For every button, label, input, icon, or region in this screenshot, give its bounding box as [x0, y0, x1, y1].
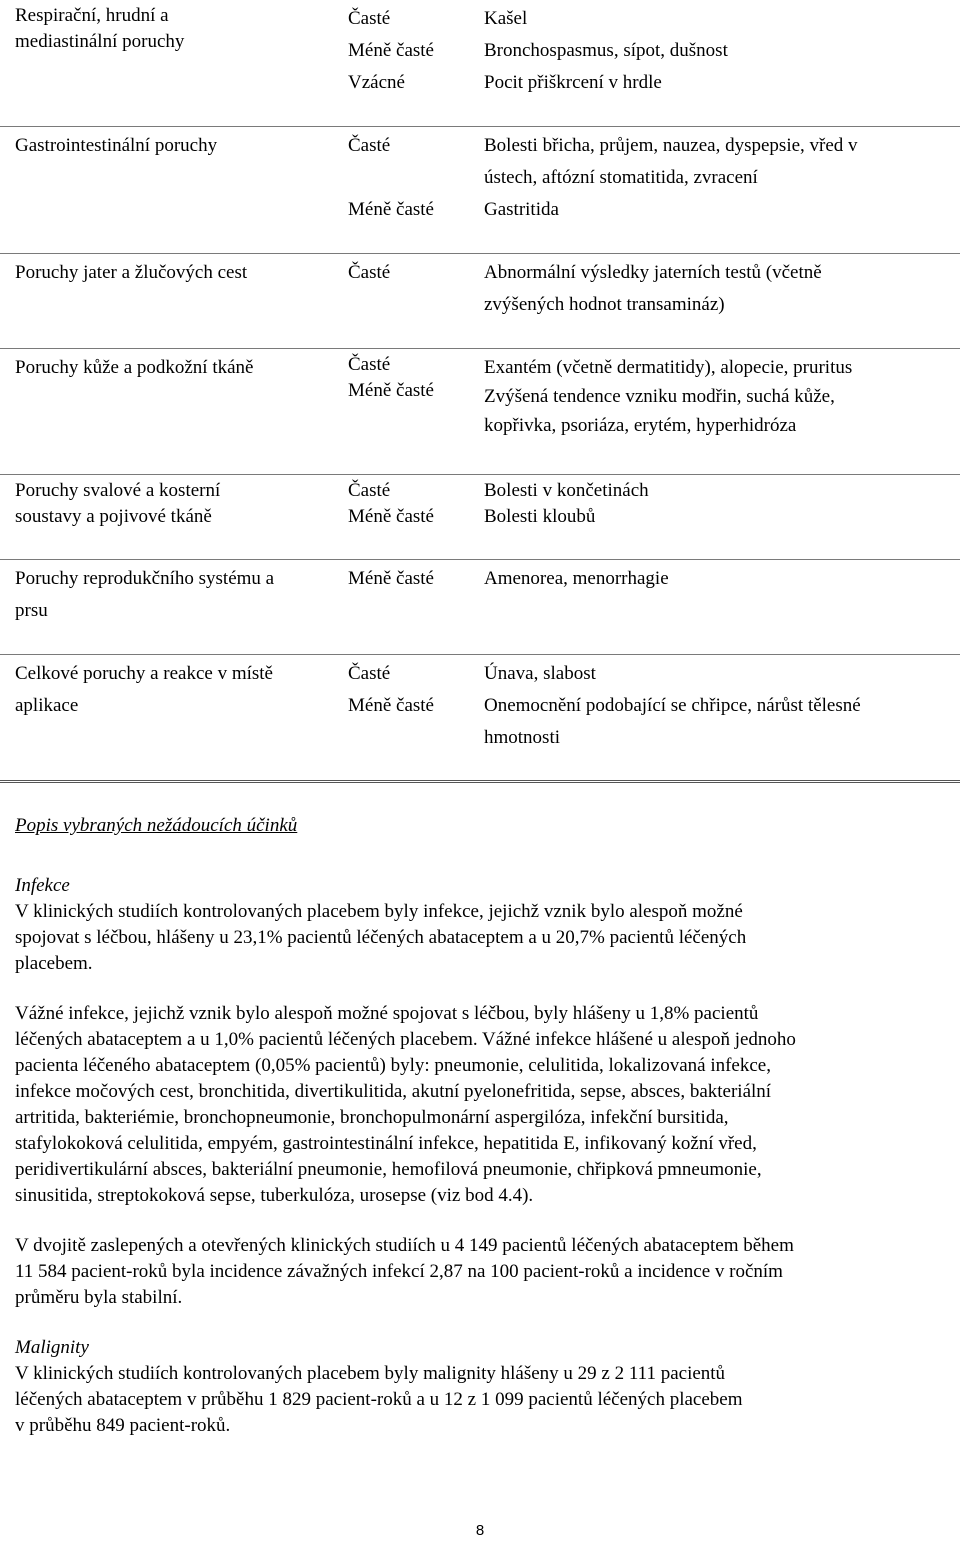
organ-class-cell: [0, 655, 348, 780]
malignity-subheading: Malignity: [15, 1337, 89, 1358]
organ-class-line: prsu: [15, 600, 48, 621]
organ-class-line: Respirační, hrudní a: [15, 5, 169, 26]
frequency-line: Časté: [348, 480, 391, 501]
paragraph-line: Vážné infekce, jejichž vznik bylo alespoň možné spojovat s léčbou, byly hlášeny u 1,8% pacientů: [15, 1003, 759, 1024]
adverse-effect-line: ústech, aftózní stomatitida, zvracení: [484, 167, 758, 188]
adverse-effect-cell: [484, 0, 960, 126]
frequency-cell: [348, 655, 484, 780]
table-row: [0, 254, 960, 349]
organ-class-cell: [0, 349, 348, 474]
frequency-cell: [348, 349, 484, 474]
malignity-paragraph: [15, 1361, 915, 1439]
paragraph-line: stafylokoková celulitida, empyém, gastrointestinální infekce, hepatitida E, infikovaný kožní vřed,: [15, 1133, 757, 1154]
frequency-cell: [348, 560, 484, 654]
adverse-effects-description: [15, 813, 915, 1439]
paragraph-line: 11 584 pacient-roků byla incidence závažných infekcí 2,87 na 100 pacient-roků a incidence v ročním: [15, 1261, 783, 1282]
section-heading: Popis vybraných nežádoucích účinků: [15, 815, 298, 836]
adverse-effect-cell: [484, 560, 960, 654]
adverse-effect-line: hmotnosti: [484, 727, 561, 748]
frequency-line: Méně časté: [348, 199, 434, 220]
organ-class-line: Poruchy reprodukčního systému a: [15, 568, 275, 589]
organ-class-line: Celkové poruchy a reakce v místě: [15, 663, 273, 684]
paragraph-line: artritida, bakteriémie, bronchopneumonie, bronchopulmonární aspergilóza, infekční bursitida,: [15, 1107, 729, 1128]
adverse-effect-cell: [484, 254, 960, 348]
frequency-cell: [348, 475, 484, 559]
adverse-effect-line: Exantém (včetně dermatitidy), alopecie, pruritus: [484, 357, 853, 378]
organ-class-line: soustavy a pojivové tkáně: [15, 506, 212, 527]
frequency-cell: [348, 254, 484, 348]
paragraph-line: spojovat s léčbou, hlášeny u 23,1% pacientů léčených abataceptem a u 20,7% pacientů léčených: [15, 927, 747, 948]
paragraph-line: V klinických studiích kontrolovaných placebem byly infekce, jejichž vznik bylo alespoň možné: [15, 901, 743, 922]
frequency-line: Méně časté: [348, 40, 434, 61]
frequency-line: Časté: [348, 354, 391, 375]
adverse-effect-line: Bolesti kloubů: [484, 506, 596, 527]
frequency-line: Časté: [348, 135, 391, 156]
organ-class-line: aplikace: [15, 695, 79, 716]
adverse-effect-line: Onemocnění podobající se chřipce, nárůst tělesné: [484, 695, 861, 716]
adverse-effect-line: Kašel: [484, 8, 528, 29]
adverse-effect-line: Gastritida: [484, 199, 559, 220]
frequency-line: Méně časté: [348, 380, 434, 401]
organ-class-line: Poruchy jater a žlučových cest: [15, 262, 248, 283]
adverse-effect-line: kopřivka, psoriáza, erytém, hyperhidróza: [484, 415, 797, 436]
frequency-line: Vzácné: [348, 72, 405, 93]
adverse-effect-cell: [484, 655, 960, 780]
paragraph-line: infekce močových cest, bronchitida, divertikulitida, akutní pyelonefritida, sepse, absces, bakteriální: [15, 1081, 772, 1102]
paragraph-line: V dvojitě zaslepených a otevřených klinických studiích u 4 149 pacientů léčených abataceptem během: [15, 1235, 794, 1256]
page-number: 8: [475, 1522, 485, 1539]
frequency-cell: [348, 0, 484, 126]
organ-class-cell: [0, 254, 348, 348]
adverse-effect-cell: [484, 349, 960, 474]
paragraph-line: sinusitida, streptokoková sepse, tuberkulóza, urosepse (viz bod 4.4).: [15, 1185, 534, 1206]
organ-class-cell: [0, 560, 348, 654]
adverse-effect-line: Abnormální výsledky jaterních testů (včetně: [484, 262, 822, 283]
blank-line: [348, 162, 484, 194]
adverse-effect-cell: [484, 127, 960, 253]
paragraph-line: průměru byla stabilní.: [15, 1287, 183, 1308]
frequency-line: Méně časté: [348, 506, 434, 527]
adverse-effect-line: Amenorea, menorrhagie: [484, 568, 669, 589]
adverse-effect-line: Pocit přiškrcení v hrdle: [484, 72, 662, 93]
paragraph-line: léčených abataceptem v průběhu 1 829 pacient-roků a u 12 z 1 099 pacientů léčených placebem: [15, 1389, 743, 1410]
paragraph-line: v průběhu 849 pacient-roků.: [15, 1415, 231, 1436]
table-row: [0, 0, 960, 127]
paragraph-line: léčených abataceptem a u 1,0% pacientů léčených placebem. Vážné infekce hlášené u alespoň jednoho: [15, 1029, 796, 1050]
paragraph-line: placebem.: [15, 953, 93, 974]
organ-class-line: mediastinální poruchy: [15, 31, 185, 52]
infekce-subheading: Infekce: [15, 875, 70, 896]
table-row: [0, 475, 960, 560]
infekce-paragraph-2: [15, 1001, 915, 1209]
adverse-effect-line: Zvýšená tendence vzniku modřin, suchá kůže,: [484, 386, 835, 407]
adverse-effect-line: zvýšených hodnot transamináz): [484, 294, 725, 315]
frequency-line: Méně časté: [348, 568, 434, 589]
frequency-line: Méně časté: [348, 695, 434, 716]
organ-class-cell: [0, 0, 348, 126]
organ-class-cell: [0, 475, 348, 559]
table-row: [0, 127, 960, 254]
table-row: [0, 560, 960, 655]
infekce-paragraph-1: [15, 899, 915, 977]
organ-class-line: Poruchy svalové a kosterní: [15, 480, 221, 501]
adverse-effect-line: Bolesti břicha, průjem, nauzea, dyspepsie, vřed v: [484, 135, 858, 156]
adverse-effect-line: Bronchospasmus, sípot, dušnost: [484, 40, 728, 61]
infekce-paragraph-3: [15, 1233, 915, 1311]
table-row: [0, 655, 960, 783]
paragraph-line: pacienta léčeného abataceptem (0,05% pacientů) byly: pneumonie, celulitida, lokalizovaná infekce,: [15, 1055, 771, 1076]
adverse-effect-cell: [484, 475, 960, 559]
adverse-effect-line: Bolesti v končetinách: [484, 480, 649, 501]
frequency-line: Časté: [348, 262, 391, 283]
organ-class-line: Gastrointestinální poruchy: [15, 135, 218, 156]
frequency-line: Časté: [348, 663, 391, 684]
paragraph-line: peridivertikulární absces, bakteriální pneumonie, hemofilová pneumonie, chřipková pmneumonie,: [15, 1159, 762, 1180]
table-row: [0, 349, 960, 475]
frequency-line: Časté: [348, 8, 391, 29]
adverse-effect-line: Únava, slabost: [484, 663, 596, 684]
frequency-cell: [348, 127, 484, 253]
paragraph-line: V klinických studiích kontrolovaných placebem byly malignity hlášeny u 29 z 2 111 pacientů: [15, 1363, 726, 1384]
organ-class-line: Poruchy kůže a podkožní tkáně: [15, 357, 254, 378]
organ-class-cell: [0, 127, 348, 253]
